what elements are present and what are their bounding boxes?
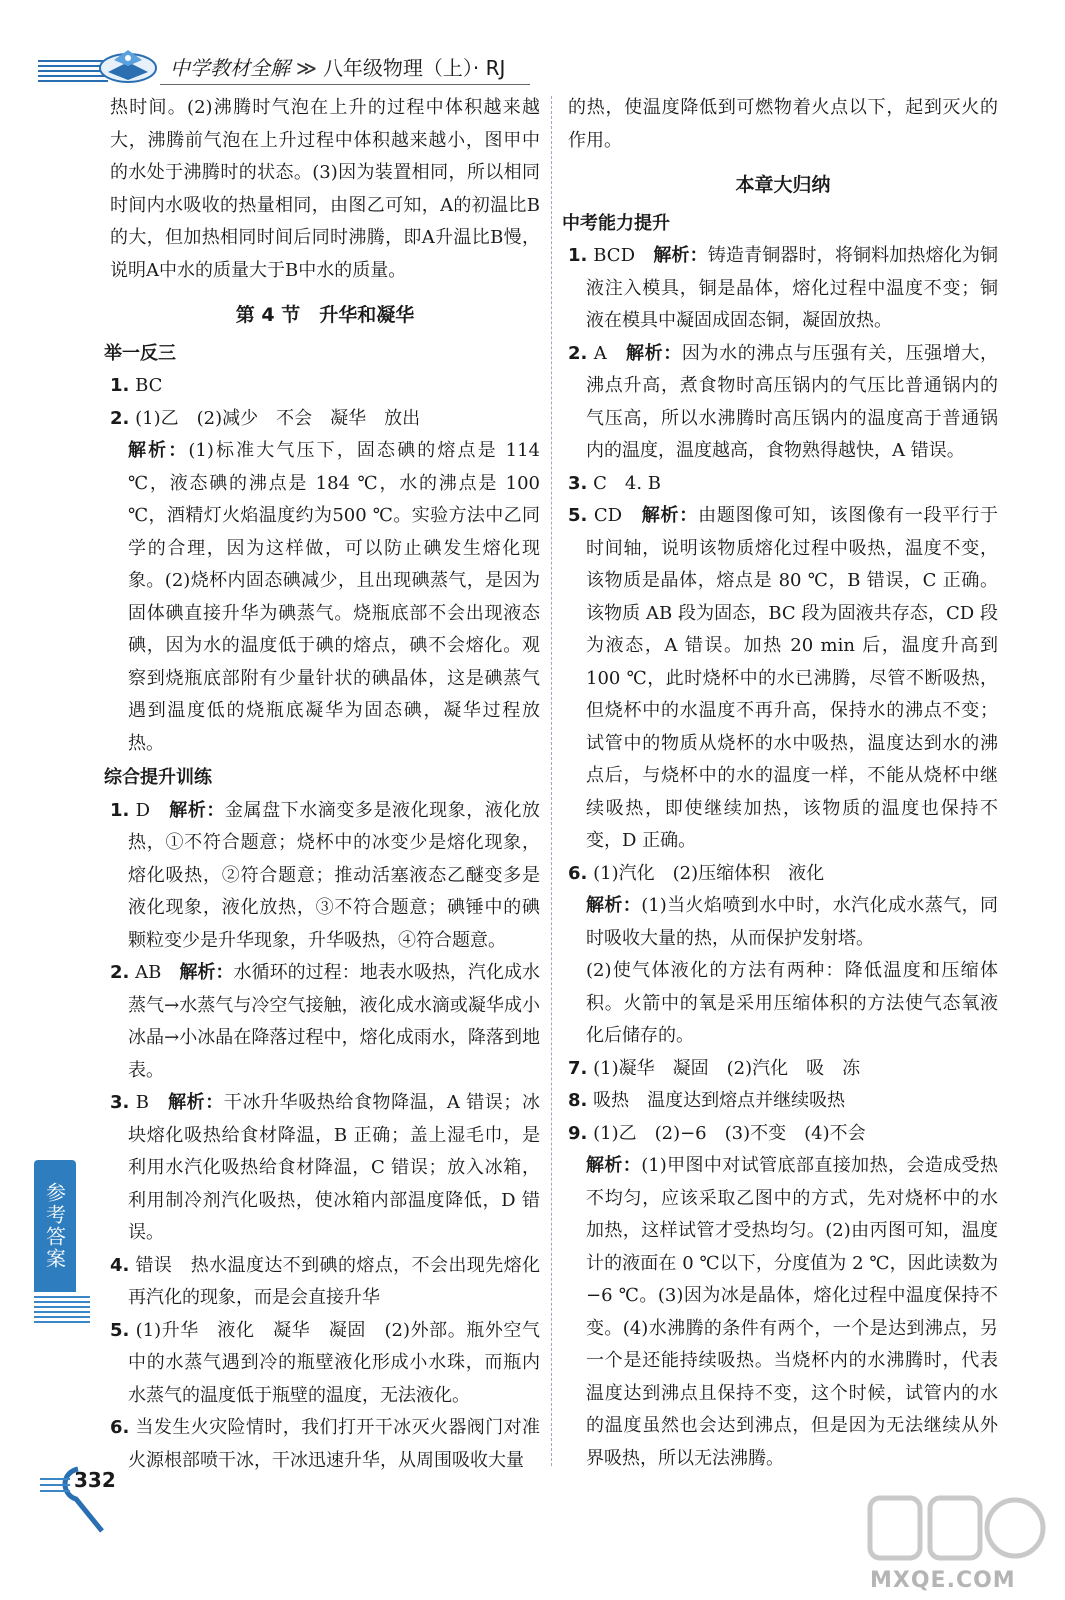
- answer-item: 1. BCD 解析：铸造青铜器时，将铜料加热熔化为铜液注入模具，铜是晶体，熔化过程中温度不变；铜液在模具中凝固成固态铜，凝固放热。: [568, 245, 999, 331]
- answer-item: 5. CD 解析：由题图像可知，该图像有一段平行于时间轴，说明该物质熔化过程中吸热，温度不变，该物质是晶体，熔点是 80 ℃，B 错误，C 正确。该物质 AB 段为固态，BC 段为固液共存态，CD 段为液态，A 错误。加热 20 min 后，温度升高到 100 ℃，此时烧杯中的水已沸腾，尽管不断吸热，但烧杯中的水温度不再升高，保持水的沸点不变；试管中的物质从烧杯的水中吸热，温度达到水的沸点后，与烧杯中的水的温度一样，不能从烧杯中继续吸热，即使继续加热，该物质的温度也保持不变，D 正确。: [568, 505, 998, 851]
- header-title: [170, 52, 505, 81]
- analysis-paragraph: (2)使气体液化的方法有两种：降低温度和压缩体积。火箭中的氧是采用压缩体积的方法使气态氧液化后储存的。: [586, 960, 998, 1046]
- section-title-sublimation: 第 4 节 升华和凝华: [235, 304, 415, 326]
- left-intro-paragraph: 热时间。(2)沸腾时气泡在上升的过程中体积越来越大，沸腾前气泡在上升过程中体积越来越小，图甲中的水处于沸腾时的状态。(3)因为装置相同，所以相同时间内水吸收的热量相同，由图乙可知，A的初温比B的大，但加热相同时间后同时沸腾，即A升温比B慢，说明A中水的质量大于B中水的质量。: [110, 97, 540, 281]
- header-rule: [160, 84, 530, 85]
- answer-item: 4. 错误 热水温度达不到碘的熔点，不会出现先熔化再汽化的现象，而是会直接升华: [110, 1254, 540, 1308]
- side-tab-decoration: [34, 1296, 90, 1324]
- answer-item: 7. (1)凝华 凝固 (2)汽化 吸 冻: [568, 1057, 861, 1079]
- side-tab-answers: 参考答案: [34, 1160, 76, 1292]
- answer-item: 5. (1)升华 液化 凝华 凝固 (2)外部。瓶外空气中的水蒸气遇到冷的瓶壁液化形成小水珠，而瓶内水蒸气的温度低于瓶壁的温度，无法液化。: [110, 1319, 540, 1406]
- answer-item: 1. D 解析：金属盘下水滴变多是液化现象，液化放热，①不符合题意；烧杯中的冰变少是熔化现象，熔化吸热，②符合题意；推动活塞液态乙醚变多是液化现象，液化放热，③不符合题意；碘锤中的碘颗粒变少是升华现象，升华吸热，④符合题意。: [110, 799, 541, 951]
- answer-item: 1. BC: [110, 375, 163, 396]
- answer-item: 6. (1)汽化 (2)压缩体积 液化: [568, 862, 825, 884]
- section-title-summary: 本章大归纳: [735, 174, 831, 196]
- right-continuation-paragraph: 的热，使温度降低到可燃物着火点以下，起到灭火的作用。: [568, 97, 998, 151]
- answer-item: 2. AB 解析：水循环的过程：地表水吸热，汽化成水蒸气→水蒸气与冷空气接触，液化成水滴或凝华成小冰晶→小冰晶在降落过程中，熔化成雨水，降落到地表。: [110, 962, 541, 1081]
- series-title: 中学教材全解: [170, 56, 290, 80]
- answer-item: 2. A 解析：因为水的沸点与压强有关，压强增大，沸点升高，煮食物时高压锅内的气压比普通锅内的气压高，所以水沸腾时高压锅内的温度高于普通锅内的温度，温度越高，食物熟得越快，A 错误。: [568, 342, 999, 461]
- watermark-text: MXQE.COM: [870, 1568, 1016, 1593]
- book-logo-icon: [96, 42, 160, 86]
- subsection-comprehensive: 综合提升训练: [104, 767, 212, 788]
- page-number: 332: [74, 1468, 116, 1492]
- answer-item: 8. 吸热 温度达到熔点并继续吸热: [568, 1090, 846, 1111]
- subsection-practice: 举一反三: [104, 342, 176, 364]
- answer-item: 9. (1)乙 (2)−6 (3)不变 (4)不会: [568, 1122, 866, 1144]
- answer-item: 6. 当发生火灾险情时，我们打开干冰灭火器阀门对准火源根部喷干冰，干冰迅速升华，从周围吸收大量: [110, 1417, 540, 1471]
- subsection-exam: 中考能力提升: [562, 212, 670, 234]
- right-column: [562, 92, 999, 1475]
- answer-item: 3. C 4. B: [568, 472, 662, 494]
- double-chevron-icon: ≫: [296, 56, 317, 80]
- column-divider: [551, 96, 552, 1466]
- analysis-paragraph: 解析：(1)标准大气压下，固态碘的熔点是 114 ℃，液态碘的沸点是 184 ℃，水的沸点是 100 ℃，酒精灯火焰温度约为500 ℃。实验方法中乙同学的合理，因为这样做，可以防止碘发生熔化现象。(2)烧杯内固态碘减少，且出现碘蒸气，是因为固体碘直接升华为碘蒸气。烧瓶底部不会出现液态碘，因为水的温度低于碘的熔点，碘不会熔化。观察到烧瓶底部附有少量针状的碘晶体，这是碘蒸气遇到温度低的烧瓶底凝华为固态碘，凝华过程放热。: [128, 440, 541, 754]
- left-column: [104, 92, 541, 1477]
- subject-title: 八年级物理（上）· RJ: [322, 56, 506, 80]
- page-header: [0, 40, 1065, 90]
- answer-item: 3. B 解析：干冰升华吸热给食物降温，A 错误；冰块熔化吸热给食材降温，B 正确；盖上湿毛巾，是利用水汽化吸热给食材降温，C 错误；放入冰箱，利用制冷剂汽化吸热，使冰箱内部温度降低，D 错误。: [110, 1092, 540, 1243]
- answer-item: 2. (1)乙 (2)减少 不会 凝华 放出: [110, 407, 421, 429]
- analysis-paragraph: 解析：(1)甲图中对试管底部直接加热，会造成受热不均匀，应该采取乙图中的方式，先对烧杯中的水加热，这样试管才受热均匀。(2)由丙图可知，温度计的液面在 0 ℃以下，分度值为 2 ℃，因此读数为 −6 ℃。(3)因为冰是晶体，熔化过程中温度保持不变。(4)水沸腾的条件有两个，一个是达到沸点，另一个是还能持续吸热。当烧杯内的水沸腾时，代表温度达到沸点且保持不变，这个时候，试管内的水的温度虽然也会达到沸点，但是因为无法继续从外界吸热，所以无法沸腾。: [586, 1155, 998, 1469]
- analysis-paragraph: 解析：(1)当火焰喷到水中时，水汽化成水蒸气，同时吸收大量的热，从而保护发射塔。: [586, 895, 998, 949]
